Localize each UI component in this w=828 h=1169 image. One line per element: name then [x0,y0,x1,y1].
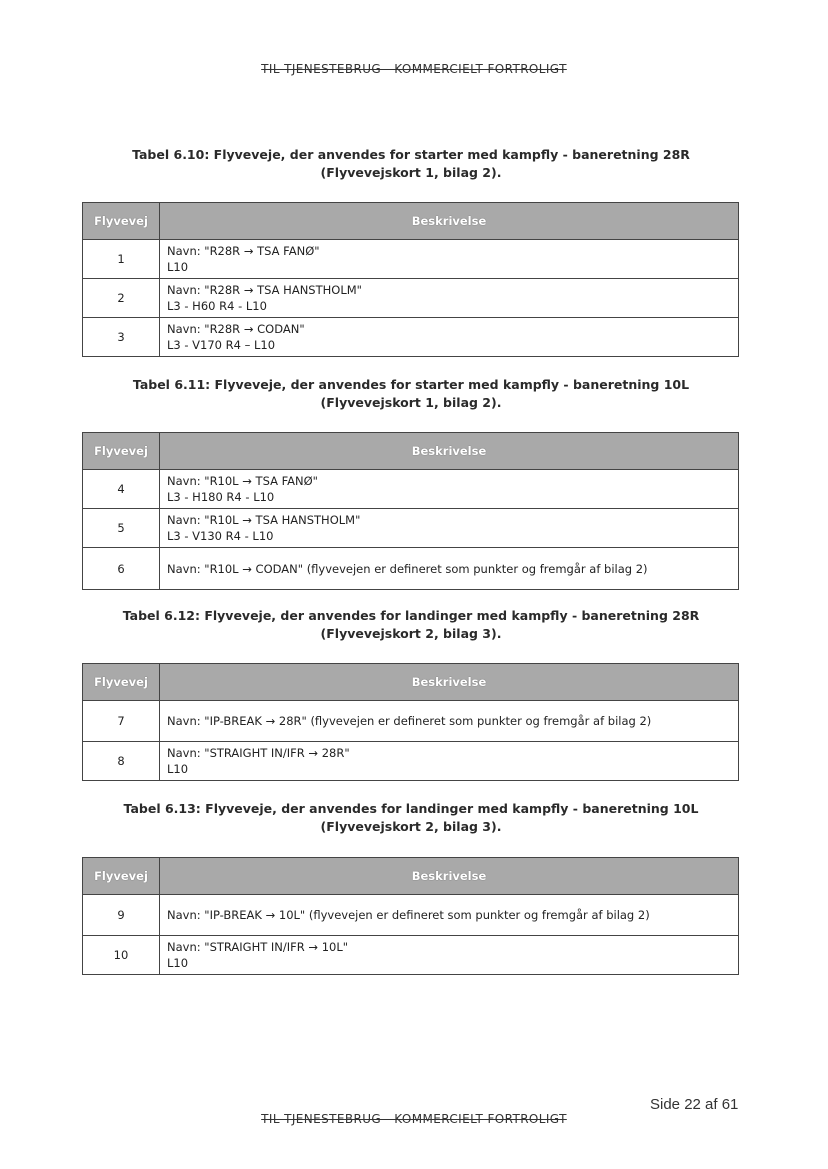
route-segments: L3 - V170 R4 – L10 [167,338,276,352]
route-number: 10 [83,936,160,975]
route-number: 7 [83,701,160,742]
footer-classification: TIL TJENESTEBRUG - KOMMERCIELT FORTROLIGT [261,1112,567,1126]
caption-title: Tabel 6.11: Flyveveje, der anvendes for starter med kampfly - baneretning 10L [132,377,690,392]
route-description [160,509,739,548]
col-header-beskrivelse: Beskrivelse [160,664,739,701]
route-name: Navn: "R10L → TSA FANØ" [167,474,318,488]
table-row [83,240,739,279]
route-name: Navn: "IP-BREAK → 28R" (flyvevejen er defineret som punkter og fremgår af bilag 2) [167,714,652,728]
route-name: Navn: "STRAIGHT IN/IFR → 10L" [167,940,349,954]
route-segments: L3 - H60 R4 - L10 [167,299,267,313]
route-name: Navn: "R28R → TSA FANØ" [167,244,320,258]
route-segments: L10 [167,762,189,776]
route-number: 9 [83,895,160,936]
caption-subtitle: (Flyvevejskort 2, bilag 3). [320,819,502,834]
table-6-11 [82,432,739,590]
route-description [160,701,739,742]
table-row [83,470,739,509]
route-number: 6 [83,548,160,590]
table-6-12 [82,663,739,781]
route-description [160,240,739,279]
table-row [83,318,739,357]
route-segments: L3 - V130 R4 - L10 [167,529,274,543]
route-number: 3 [83,318,160,357]
table-row [83,509,739,548]
route-description [160,279,739,318]
route-description [160,895,739,936]
table-caption-6-11 [82,376,740,412]
page-number: Side 22 af 61 [650,1096,739,1113]
col-header-beskrivelse: Beskrivelse [160,203,739,240]
table-row [83,936,739,975]
route-name: Navn: "R10L → CODAN" (flyvevejen er defineret som punkter og fremgår af bilag 2) [167,561,648,576]
table-header-row [83,858,739,895]
route-name: Navn: "STRAIGHT IN/IFR → 28R" [167,746,350,760]
col-header-flyvevej: Flyvevej [83,858,160,895]
table-row [83,701,739,742]
col-header-flyvevej: Flyvevej [83,203,160,240]
table-header-row [83,664,739,701]
caption-title: Tabel 6.13: Flyveveje, der anvendes for landinger med kampfly - baneretning 10L [123,801,699,816]
caption-title: Tabel 6.12: Flyveveje, der anvendes for landinger med kampfly - baneretning 28R [122,608,700,623]
col-header-beskrivelse: Beskrivelse [160,433,739,470]
route-description [160,548,739,590]
table-caption-6-10 [82,146,740,182]
route-number: 2 [83,279,160,318]
route-description [160,936,739,975]
route-number: 1 [83,240,160,279]
caption-subtitle: (Flyvevejskort 2, bilag 3). [320,626,502,641]
table-header-row [83,433,739,470]
route-description [160,318,739,357]
route-number: 8 [83,742,160,781]
caption-subtitle: (Flyvevejskort 1, bilag 2). [320,165,502,180]
route-name: Navn: "IP-BREAK → 10L" (flyvevejen er defineret som punkter og fremgår af bilag 2) [167,908,650,922]
table-row [83,895,739,936]
route-segments: L10 [167,260,189,274]
route-name: Navn: "R28R → CODAN" [167,322,305,336]
col-header-flyvevej: Flyvevej [83,433,160,470]
col-header-beskrivelse: Beskrivelse [160,858,739,895]
col-header-flyvevej: Flyvevej [83,664,160,701]
table-6-13 [82,857,739,975]
route-number: 5 [83,509,160,548]
caption-title: Tabel 6.10: Flyveveje, der anvendes for starter med kampfly - baneretning 28R [132,147,690,162]
caption-subtitle: (Flyvevejskort 1, bilag 2). [320,395,502,410]
table-row [83,548,739,590]
route-description [160,742,739,781]
table-row [83,279,739,318]
table-6-10 [82,202,739,357]
table-caption-6-12 [82,607,740,643]
route-segments: L10 [167,956,189,970]
route-description [160,470,739,509]
header-classification: TIL TJENESTEBRUG - KOMMERCIELT FORTROLIGT [261,62,567,76]
table-header-row [83,203,739,240]
route-name: Navn: "R28R → TSA HANSTHOLM" [167,283,362,297]
route-name: Navn: "R10L → TSA HANSTHOLM" [167,513,361,527]
table-caption-6-13 [82,800,740,836]
table-row [83,742,739,781]
route-number: 4 [83,470,160,509]
route-segments: L3 - H180 R4 - L10 [167,490,275,504]
